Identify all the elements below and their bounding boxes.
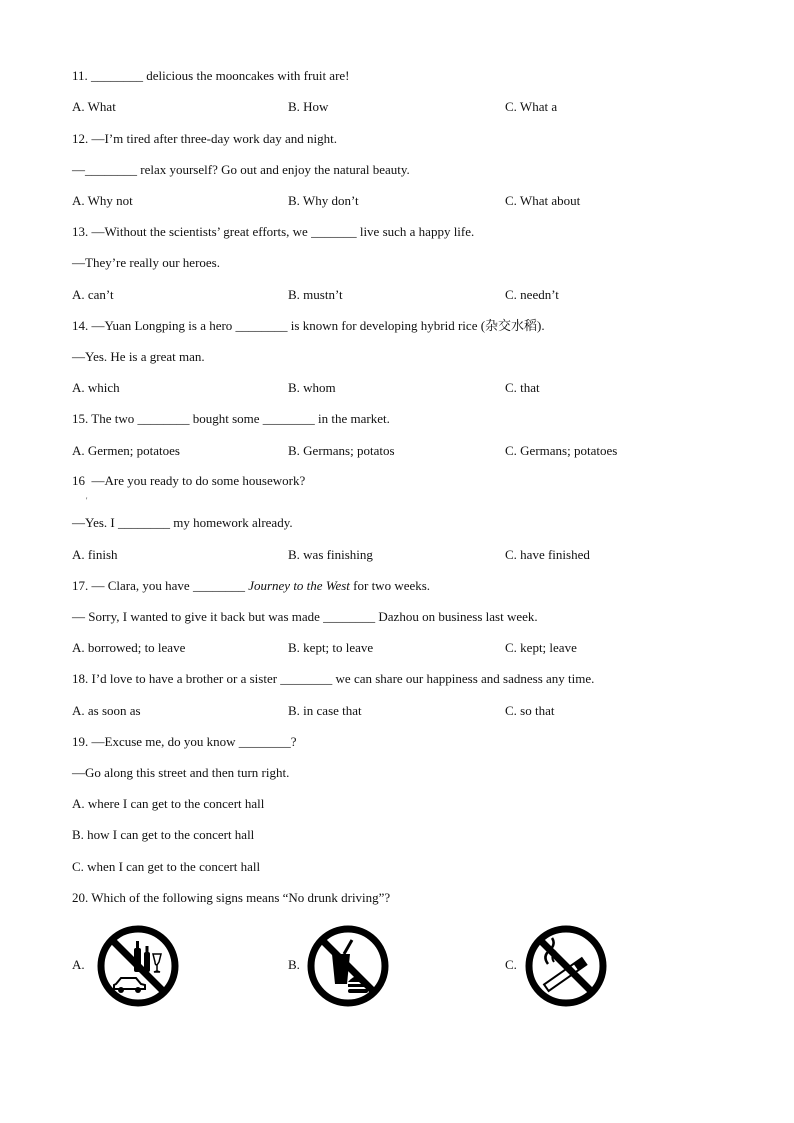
question-11-option-c[interactable]: C. What a bbox=[505, 99, 558, 114]
question-12-stem: 12. —I’m tired after three-day work day and night. bbox=[72, 131, 337, 146]
question-17-stem-pre: 17. — Clara, you have ________ bbox=[72, 578, 249, 593]
question-17-stem bbox=[72, 578, 430, 594]
book-title: Journey to the West bbox=[248, 578, 350, 593]
question-17-option-a[interactable]: A. borrowed; to leave bbox=[72, 640, 186, 655]
question-18-option-c[interactable]: C. so that bbox=[505, 703, 555, 718]
question-19-option-a[interactable]: A. where I can get to the concert hall bbox=[72, 796, 265, 811]
question-15-option-b[interactable]: B. Germans; potatos bbox=[288, 443, 395, 458]
question-12-option-b[interactable]: B. Why don’t bbox=[288, 193, 359, 208]
question-15-option-c[interactable]: C. Germans; potatoes bbox=[505, 443, 618, 458]
question-16-reply: —Yes. I ________ my homework already. bbox=[72, 515, 293, 530]
no-smoking-icon[interactable] bbox=[524, 924, 608, 1008]
question-11-option-b[interactable]: B. How bbox=[288, 99, 329, 114]
question-19-stem: 19. —Excuse me, do you know ________? bbox=[72, 734, 297, 749]
question-12-option-c[interactable]: C. What about bbox=[505, 193, 581, 208]
question-16-stem: 16 —Are you ready to do some housework? bbox=[72, 473, 306, 488]
question-19-option-b[interactable]: B. how I can get to the concert hall bbox=[72, 827, 255, 842]
no-food-drink-icon[interactable] bbox=[306, 924, 390, 1008]
stray-mark: ' bbox=[86, 496, 88, 505]
question-14-option-c[interactable]: C. that bbox=[505, 380, 540, 395]
question-17-option-b[interactable]: B. kept; to leave bbox=[288, 640, 374, 655]
question-17-reply: — Sorry, I wanted to give it back but was made ________ Dazhou on business last week. bbox=[72, 609, 538, 624]
question-15-option-a[interactable]: A. Germen; potatoes bbox=[72, 443, 180, 458]
question-18-option-a[interactable]: A. as soon as bbox=[72, 703, 141, 718]
question-16-option-b[interactable]: B. was finishing bbox=[288, 547, 373, 562]
question-15-stem: 15. The two ________ bought some ________ in the market. bbox=[72, 411, 390, 426]
question-20-option-c[interactable]: C. bbox=[505, 957, 517, 972]
question-12-option-a[interactable]: A. Why not bbox=[72, 193, 133, 208]
question-20-option-a[interactable]: A. bbox=[72, 957, 85, 972]
question-19-reply: —Go along this street and then turn right. bbox=[72, 765, 290, 780]
question-13-option-b[interactable]: B. mustn’t bbox=[288, 287, 343, 302]
question-19-option-c[interactable]: C. when I can get to the concert hall bbox=[72, 859, 261, 874]
question-20-option-b[interactable]: B. bbox=[288, 957, 300, 972]
question-14-option-b[interactable]: B. whom bbox=[288, 380, 336, 395]
question-14-reply: —Yes. He is a great man. bbox=[72, 349, 205, 364]
question-17-option-c[interactable]: C. kept; leave bbox=[505, 640, 577, 655]
question-13-reply: —They’re really our heroes. bbox=[72, 255, 220, 270]
question-18-stem: 18. I’d love to have a brother or a sister ________ we can share our happiness and sadness any time. bbox=[72, 671, 595, 686]
question-13-option-a[interactable]: A. can’t bbox=[72, 287, 114, 302]
question-11-stem: 11. ________ delicious the mooncakes with fruit are! bbox=[72, 68, 350, 83]
question-14-stem: 14. —Yuan Longping is a hero ________ is known for developing hybrid rice (杂交水稻). bbox=[72, 318, 545, 333]
question-14-option-a[interactable]: A. which bbox=[72, 380, 120, 395]
question-16-option-a[interactable]: A. finish bbox=[72, 547, 118, 562]
no-drinking-and-driving-icon[interactable] bbox=[96, 924, 180, 1008]
question-12-reply: —________ relax yourself? Go out and enjoy the natural beauty. bbox=[72, 162, 410, 177]
question-18-option-b[interactable]: B. in case that bbox=[288, 703, 362, 718]
question-13-option-c[interactable]: C. needn’t bbox=[505, 287, 559, 302]
question-20-stem: 20. Which of the following signs means “No drunk driving”? bbox=[72, 890, 391, 905]
question-11-option-a[interactable]: A. What bbox=[72, 99, 116, 114]
question-13-stem: 13. —Without the scientists’ great efforts, we _______ live such a happy life. bbox=[72, 224, 475, 239]
question-17-stem-post: for two weeks. bbox=[349, 578, 431, 593]
question-16-option-c[interactable]: C. have finished bbox=[505, 547, 590, 562]
